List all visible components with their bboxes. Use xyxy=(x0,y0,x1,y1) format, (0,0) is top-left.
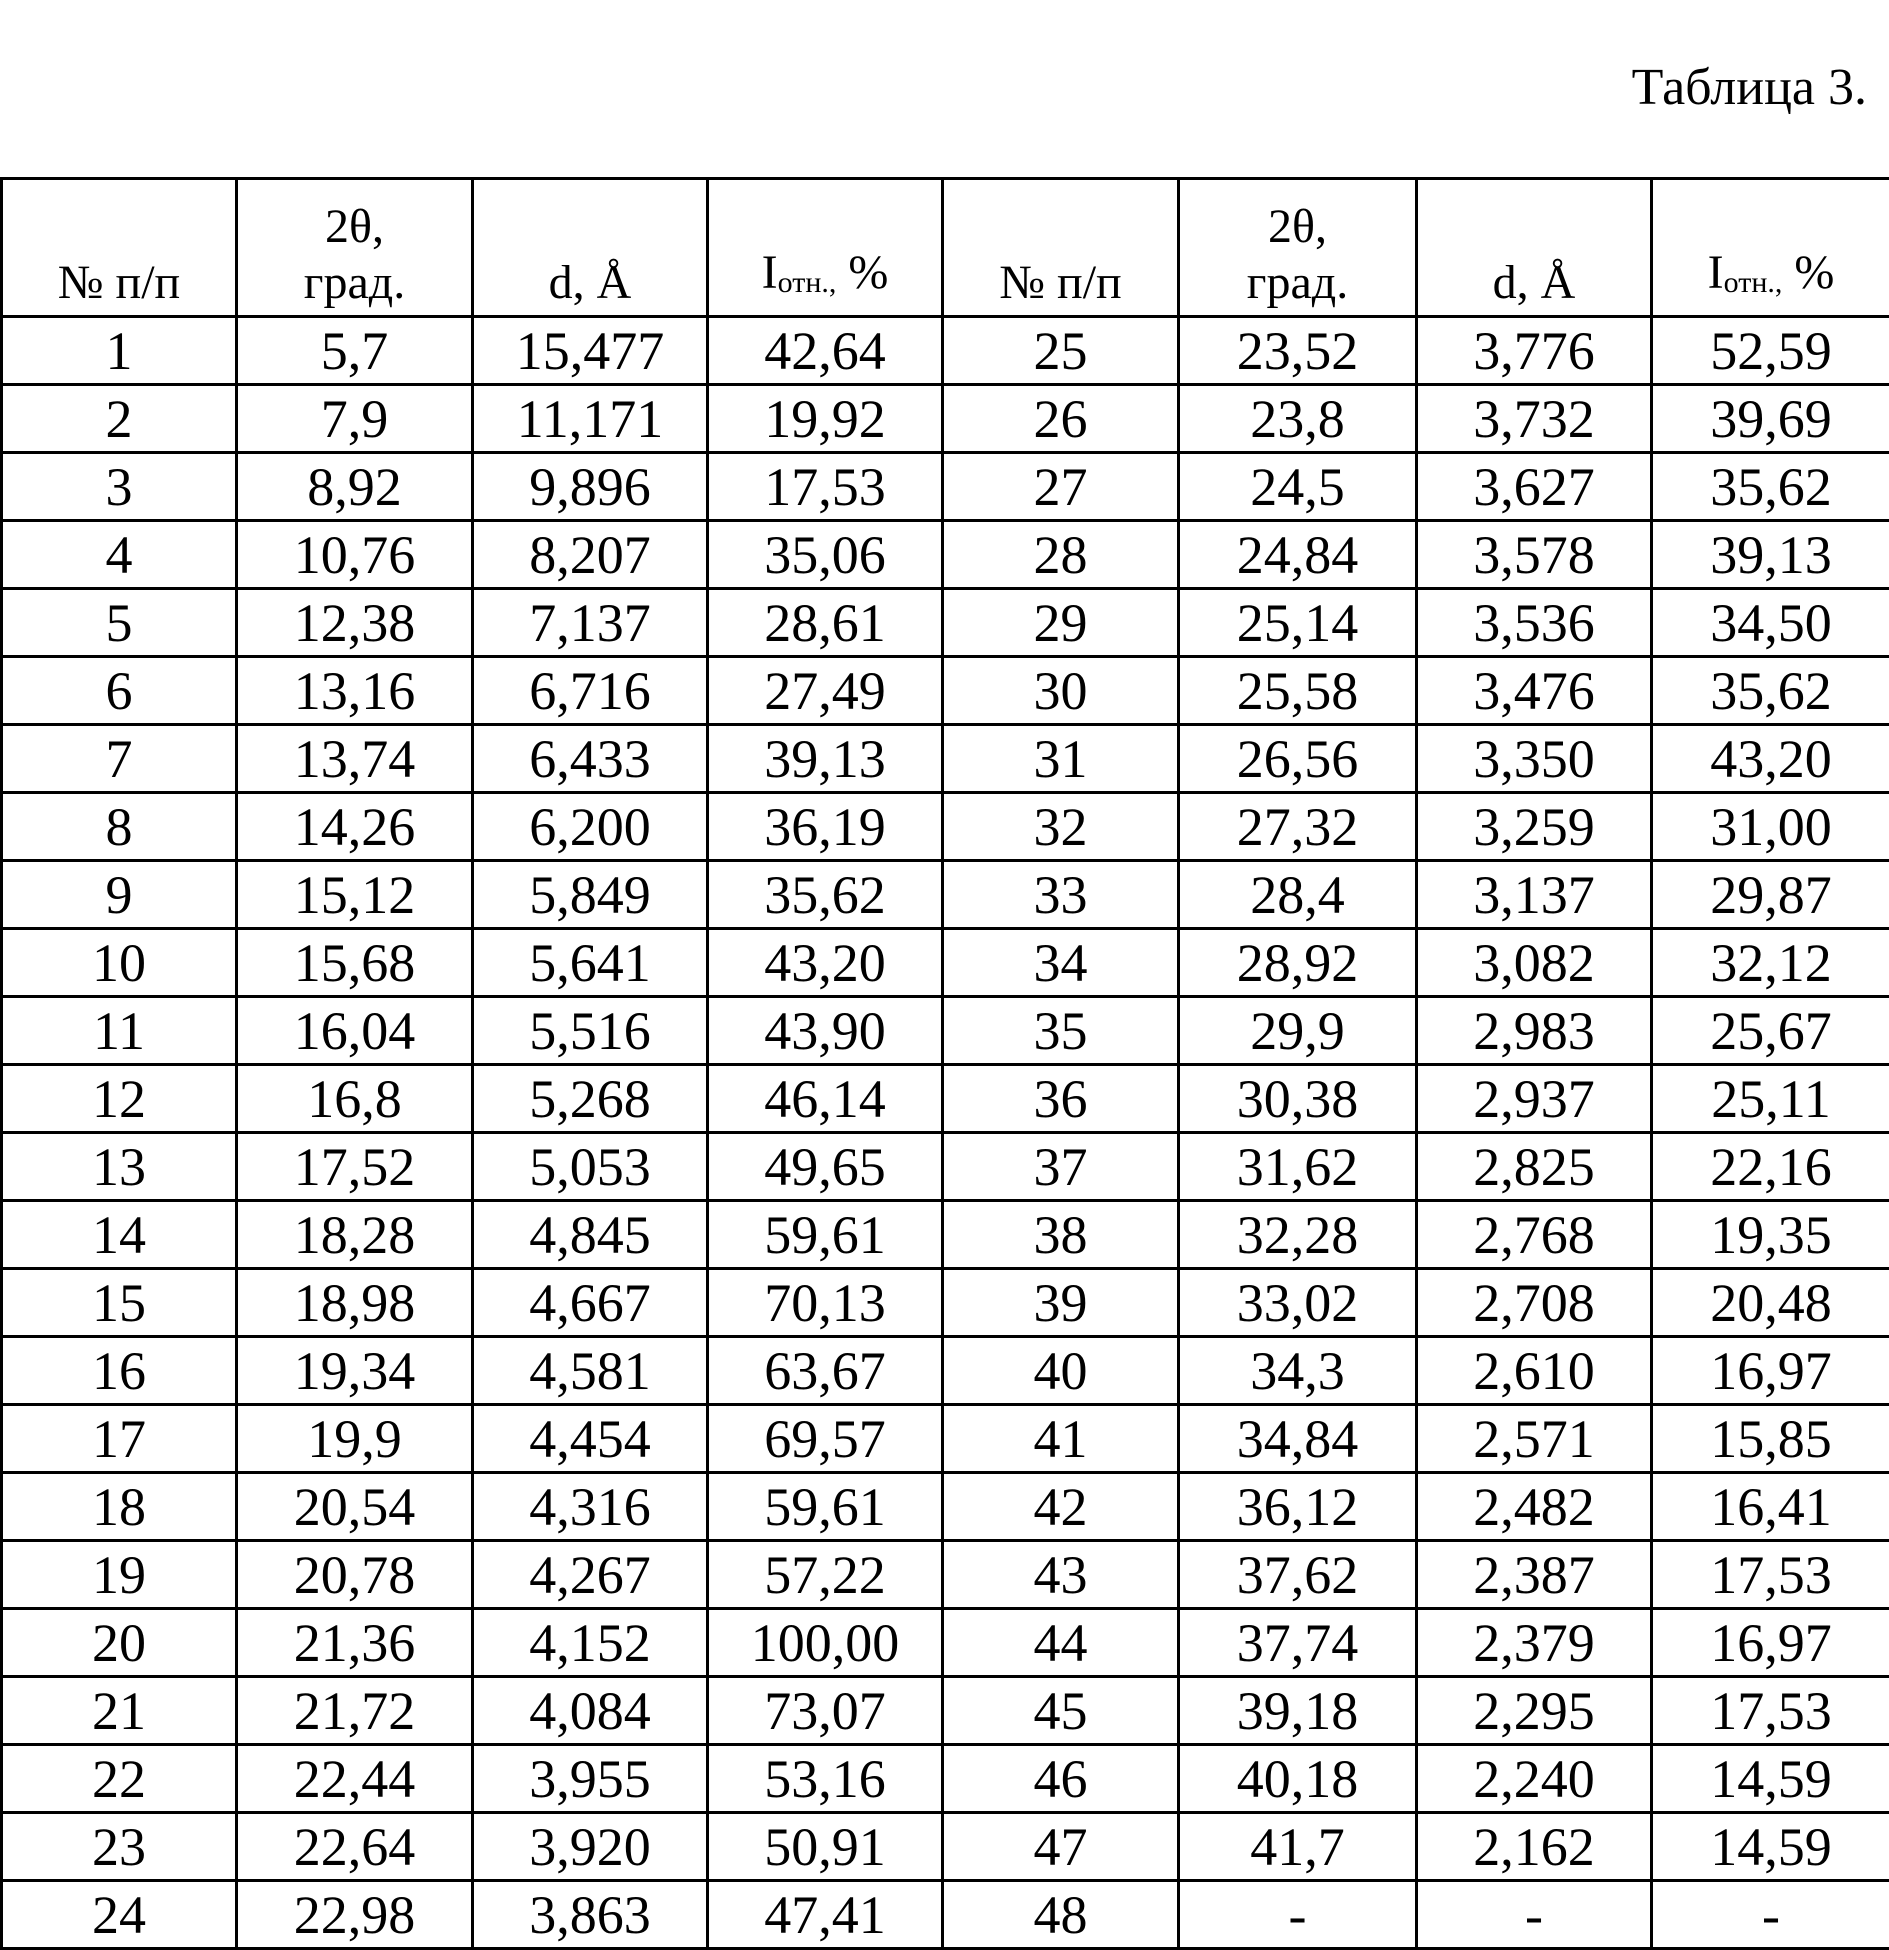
cell-d-2: 2,825 xyxy=(1417,1133,1652,1201)
cell-intensity-2: 39,69 xyxy=(1652,385,1889,453)
cell-num-2: 38 xyxy=(943,1201,1179,1269)
cell-num-2: 43 xyxy=(943,1541,1179,1609)
cell-num: 24 xyxy=(2,1881,237,1949)
cell-intensity-2: 39,13 xyxy=(1652,521,1889,589)
cell-two-theta: 19,9 xyxy=(237,1405,473,1473)
cell-intensity: 49,65 xyxy=(708,1133,943,1201)
cell-two-theta: 15,68 xyxy=(237,929,473,997)
cell-d-2: 3,627 xyxy=(1417,453,1652,521)
cell-num: 17 xyxy=(2,1405,237,1473)
cell-intensity-2: 25,67 xyxy=(1652,997,1889,1065)
cell-two-theta-2: 39,18 xyxy=(1179,1677,1417,1745)
header-num: № п/п xyxy=(2,179,237,317)
cell-d: 5,849 xyxy=(473,861,708,929)
cell-num-2: 40 xyxy=(943,1337,1179,1405)
cell-num: 13 xyxy=(2,1133,237,1201)
cell-two-theta-2: 40,18 xyxy=(1179,1745,1417,1813)
cell-num: 14 xyxy=(2,1201,237,1269)
header-intensity-2 xyxy=(1652,179,1889,317)
table-row xyxy=(2,1813,1889,1881)
cell-d: 6,433 xyxy=(473,725,708,793)
cell-intensity: 43,20 xyxy=(708,929,943,997)
cell-num-2: 35 xyxy=(943,997,1179,1065)
cell-num: 19 xyxy=(2,1541,237,1609)
cell-d: 6,716 xyxy=(473,657,708,725)
cell-d: 4,667 xyxy=(473,1269,708,1337)
table-row xyxy=(2,1473,1889,1541)
cell-num-2: 42 xyxy=(943,1473,1179,1541)
cell-two-theta-2: 29,9 xyxy=(1179,997,1417,1065)
cell-intensity: 27,49 xyxy=(708,657,943,725)
cell-d: 9,896 xyxy=(473,453,708,521)
cell-two-theta-2: 30,38 xyxy=(1179,1065,1417,1133)
cell-intensity-2: 15,85 xyxy=(1652,1405,1889,1473)
cell-d: 5,516 xyxy=(473,997,708,1065)
table-row xyxy=(2,997,1889,1065)
cell-d-2: 3,536 xyxy=(1417,589,1652,657)
cell-d-2: 2,240 xyxy=(1417,1745,1652,1813)
cell-intensity-2: - xyxy=(1652,1881,1889,1949)
cell-d: 11,171 xyxy=(473,385,708,453)
cell-intensity: 73,07 xyxy=(708,1677,943,1745)
diffraction-table xyxy=(0,177,1889,1950)
cell-two-theta: 7,9 xyxy=(237,385,473,453)
table-row xyxy=(2,1201,1889,1269)
cell-num: 16 xyxy=(2,1337,237,1405)
cell-two-theta-2: 24,5 xyxy=(1179,453,1417,521)
cell-d: 8,207 xyxy=(473,521,708,589)
table-row xyxy=(2,521,1889,589)
cell-d: 4,316 xyxy=(473,1473,708,1541)
cell-d: 4,267 xyxy=(473,1541,708,1609)
cell-intensity: 53,16 xyxy=(708,1745,943,1813)
table-row xyxy=(2,1881,1889,1949)
table-row xyxy=(2,1405,1889,1473)
cell-num: 15 xyxy=(2,1269,237,1337)
cell-two-theta-2: 28,4 xyxy=(1179,861,1417,929)
cell-two-theta: 8,92 xyxy=(237,453,473,521)
cell-two-theta-2: 25,14 xyxy=(1179,589,1417,657)
cell-intensity: 42,64 xyxy=(708,317,943,385)
table-row xyxy=(2,1337,1889,1405)
cell-d: 4,845 xyxy=(473,1201,708,1269)
cell-num: 9 xyxy=(2,861,237,929)
cell-d-2: 2,482 xyxy=(1417,1473,1652,1541)
cell-num-2: 25 xyxy=(943,317,1179,385)
cell-two-theta: 21,72 xyxy=(237,1677,473,1745)
table-row xyxy=(2,725,1889,793)
cell-intensity-2: 43,20 xyxy=(1652,725,1889,793)
cell-intensity-2: 14,59 xyxy=(1652,1745,1889,1813)
cell-intensity: 35,06 xyxy=(708,521,943,589)
header-intensity-unit: % xyxy=(1782,246,1834,299)
cell-two-theta: 18,28 xyxy=(237,1201,473,1269)
cell-two-theta-2: 23,8 xyxy=(1179,385,1417,453)
cell-num-2: 29 xyxy=(943,589,1179,657)
cell-intensity: 43,90 xyxy=(708,997,943,1065)
cell-intensity-2: 35,62 xyxy=(1652,453,1889,521)
cell-two-theta: 12,38 xyxy=(237,589,473,657)
cell-intensity-2: 16,97 xyxy=(1652,1609,1889,1677)
cell-num: 2 xyxy=(2,385,237,453)
cell-intensity: 36,19 xyxy=(708,793,943,861)
cell-intensity: 19,92 xyxy=(708,385,943,453)
cell-num: 1 xyxy=(2,317,237,385)
table-row xyxy=(2,929,1889,997)
cell-intensity-2: 31,00 xyxy=(1652,793,1889,861)
cell-d-2: 2,379 xyxy=(1417,1609,1652,1677)
cell-d: 4,084 xyxy=(473,1677,708,1745)
table-row xyxy=(2,1065,1889,1133)
cell-num-2: 37 xyxy=(943,1133,1179,1201)
cell-two-theta-2: 27,32 xyxy=(1179,793,1417,861)
cell-d-2: 2,768 xyxy=(1417,1201,1652,1269)
table-row xyxy=(2,1541,1889,1609)
cell-num-2: 41 xyxy=(943,1405,1179,1473)
cell-two-theta-2: 28,92 xyxy=(1179,929,1417,997)
table-row xyxy=(2,1745,1889,1813)
cell-intensity: 47,41 xyxy=(708,1881,943,1949)
table-row xyxy=(2,1677,1889,1745)
cell-num-2: 45 xyxy=(943,1677,1179,1745)
cell-intensity-2: 29,87 xyxy=(1652,861,1889,929)
cell-two-theta-2: 37,62 xyxy=(1179,1541,1417,1609)
cell-two-theta-2: 34,84 xyxy=(1179,1405,1417,1473)
cell-d-2: 2,708 xyxy=(1417,1269,1652,1337)
header-intensity-sub: отн., xyxy=(778,266,837,299)
cell-d-2: 3,350 xyxy=(1417,725,1652,793)
cell-d: 4,581 xyxy=(473,1337,708,1405)
cell-intensity: 69,57 xyxy=(708,1405,943,1473)
cell-two-theta: 22,44 xyxy=(237,1745,473,1813)
cell-two-theta: 19,34 xyxy=(237,1337,473,1405)
cell-intensity-2: 16,97 xyxy=(1652,1337,1889,1405)
cell-intensity: 28,61 xyxy=(708,589,943,657)
cell-num-2: 44 xyxy=(943,1609,1179,1677)
cell-two-theta-2: 41,7 xyxy=(1179,1813,1417,1881)
cell-intensity-2: 19,35 xyxy=(1652,1201,1889,1269)
cell-d: 15,477 xyxy=(473,317,708,385)
cell-two-theta: 10,76 xyxy=(237,521,473,589)
cell-intensity: 70,13 xyxy=(708,1269,943,1337)
cell-num: 23 xyxy=(2,1813,237,1881)
cell-d-2: 2,571 xyxy=(1417,1405,1652,1473)
cell-d-2: 3,082 xyxy=(1417,929,1652,997)
cell-num-2: 28 xyxy=(943,521,1179,589)
cell-intensity: 35,62 xyxy=(708,861,943,929)
cell-intensity: 100,00 xyxy=(708,1609,943,1677)
cell-d: 7,137 xyxy=(473,589,708,657)
cell-d-2: 3,137 xyxy=(1417,861,1652,929)
header-num-2: № п/п xyxy=(943,179,1179,317)
header-intensity-main: I xyxy=(1708,246,1724,299)
cell-d: 6,200 xyxy=(473,793,708,861)
header-two-theta-2 xyxy=(1179,179,1417,317)
cell-two-theta: 5,7 xyxy=(237,317,473,385)
cell-intensity-2: 32,12 xyxy=(1652,929,1889,997)
cell-num: 21 xyxy=(2,1677,237,1745)
cell-num: 5 xyxy=(2,589,237,657)
cell-d-2: 3,476 xyxy=(1417,657,1652,725)
cell-intensity-2: 16,41 xyxy=(1652,1473,1889,1541)
header-two-theta-line2: град. xyxy=(1247,256,1348,309)
cell-d: 5,268 xyxy=(473,1065,708,1133)
table-title: Таблица 3. xyxy=(1632,58,1867,117)
cell-two-theta-2: 36,12 xyxy=(1179,1473,1417,1541)
cell-two-theta: 14,26 xyxy=(237,793,473,861)
cell-intensity: 50,91 xyxy=(708,1813,943,1881)
cell-two-theta: 15,12 xyxy=(237,861,473,929)
table-row xyxy=(2,1133,1889,1201)
table-row xyxy=(2,657,1889,725)
cell-two-theta-2: 23,52 xyxy=(1179,317,1417,385)
cell-num: 12 xyxy=(2,1065,237,1133)
cell-intensity: 59,61 xyxy=(708,1473,943,1541)
cell-num-2: 31 xyxy=(943,725,1179,793)
table-row xyxy=(2,793,1889,861)
cell-two-theta-2: 25,58 xyxy=(1179,657,1417,725)
cell-num-2: 26 xyxy=(943,385,1179,453)
cell-num-2: 39 xyxy=(943,1269,1179,1337)
cell-two-theta-2: 37,74 xyxy=(1179,1609,1417,1677)
cell-intensity: 63,67 xyxy=(708,1337,943,1405)
cell-two-theta: 18,98 xyxy=(237,1269,473,1337)
cell-num-2: 30 xyxy=(943,657,1179,725)
header-d: d, Å xyxy=(473,179,708,317)
cell-d: 5,053 xyxy=(473,1133,708,1201)
cell-num: 8 xyxy=(2,793,237,861)
cell-num-2: 32 xyxy=(943,793,1179,861)
cell-num: 4 xyxy=(2,521,237,589)
cell-num-2: 27 xyxy=(943,453,1179,521)
cell-intensity: 17,53 xyxy=(708,453,943,521)
cell-two-theta: 21,36 xyxy=(237,1609,473,1677)
cell-two-theta: 20,78 xyxy=(237,1541,473,1609)
table-row xyxy=(2,589,1889,657)
cell-intensity-2: 17,53 xyxy=(1652,1541,1889,1609)
cell-two-theta: 22,64 xyxy=(237,1813,473,1881)
table-row xyxy=(2,1609,1889,1677)
cell-two-theta: 13,74 xyxy=(237,725,473,793)
cell-two-theta: 16,8 xyxy=(237,1065,473,1133)
header-two-theta-line1: 2θ, xyxy=(325,200,384,253)
header-two-theta-line1: 2θ, xyxy=(1268,200,1327,253)
header-row xyxy=(2,179,1889,317)
cell-two-theta-2: 26,56 xyxy=(1179,725,1417,793)
cell-num-2: 36 xyxy=(943,1065,1179,1133)
cell-num-2: 46 xyxy=(943,1745,1179,1813)
header-intensity-sub: отн., xyxy=(1724,266,1783,299)
cell-num-2: 33 xyxy=(943,861,1179,929)
cell-num: 3 xyxy=(2,453,237,521)
header-two-theta xyxy=(237,179,473,317)
header-two-theta-line2: град. xyxy=(304,256,405,309)
table-row xyxy=(2,861,1889,929)
cell-intensity-2: 17,53 xyxy=(1652,1677,1889,1745)
header-d-2: d, Å xyxy=(1417,179,1652,317)
cell-d-2: 2,983 xyxy=(1417,997,1652,1065)
cell-num: 20 xyxy=(2,1609,237,1677)
cell-two-theta-2: 32,28 xyxy=(1179,1201,1417,1269)
cell-intensity-2: 34,50 xyxy=(1652,589,1889,657)
cell-intensity: 46,14 xyxy=(708,1065,943,1133)
cell-d-2: 3,776 xyxy=(1417,317,1652,385)
cell-d-2: 2,387 xyxy=(1417,1541,1652,1609)
cell-d: 3,955 xyxy=(473,1745,708,1813)
cell-intensity-2: 20,48 xyxy=(1652,1269,1889,1337)
cell-d-2: 3,259 xyxy=(1417,793,1652,861)
cell-d: 3,920 xyxy=(473,1813,708,1881)
cell-d: 4,152 xyxy=(473,1609,708,1677)
cell-intensity: 39,13 xyxy=(708,725,943,793)
cell-two-theta: 20,54 xyxy=(237,1473,473,1541)
cell-intensity-2: 22,16 xyxy=(1652,1133,1889,1201)
cell-d: 5,641 xyxy=(473,929,708,997)
header-intensity xyxy=(708,179,943,317)
table-row xyxy=(2,317,1889,385)
cell-two-theta: 22,98 xyxy=(237,1881,473,1949)
cell-intensity-2: 52,59 xyxy=(1652,317,1889,385)
cell-two-theta-2: 24,84 xyxy=(1179,521,1417,589)
cell-num: 10 xyxy=(2,929,237,997)
cell-two-theta: 16,04 xyxy=(237,997,473,1065)
cell-two-theta-2: - xyxy=(1179,1881,1417,1949)
cell-num: 18 xyxy=(2,1473,237,1541)
cell-d-2: 2,610 xyxy=(1417,1337,1652,1405)
table-row xyxy=(2,453,1889,521)
cell-intensity-2: 14,59 xyxy=(1652,1813,1889,1881)
cell-num: 22 xyxy=(2,1745,237,1813)
cell-d-2: 3,578 xyxy=(1417,521,1652,589)
cell-num-2: 34 xyxy=(943,929,1179,997)
cell-d-2: 2,162 xyxy=(1417,1813,1652,1881)
cell-two-theta: 17,52 xyxy=(237,1133,473,1201)
cell-num-2: 48 xyxy=(943,1881,1179,1949)
table-row xyxy=(2,385,1889,453)
cell-d: 4,454 xyxy=(473,1405,708,1473)
cell-d: 3,863 xyxy=(473,1881,708,1949)
cell-num: 7 xyxy=(2,725,237,793)
cell-d-2: 2,937 xyxy=(1417,1065,1652,1133)
header-intensity-main: I xyxy=(762,246,778,299)
cell-intensity-2: 35,62 xyxy=(1652,657,1889,725)
cell-two-theta-2: 31,62 xyxy=(1179,1133,1417,1201)
cell-two-theta: 13,16 xyxy=(237,657,473,725)
cell-num-2: 47 xyxy=(943,1813,1179,1881)
cell-d-2: 3,732 xyxy=(1417,385,1652,453)
cell-d-2: 2,295 xyxy=(1417,1677,1652,1745)
cell-intensity: 57,22 xyxy=(708,1541,943,1609)
cell-intensity-2: 25,11 xyxy=(1652,1065,1889,1133)
cell-two-theta-2: 34,3 xyxy=(1179,1337,1417,1405)
header-intensity-unit: % xyxy=(836,246,888,299)
table-row xyxy=(2,1269,1889,1337)
cell-intensity: 59,61 xyxy=(708,1201,943,1269)
cell-d-2: - xyxy=(1417,1881,1652,1949)
cell-num: 11 xyxy=(2,997,237,1065)
cell-num: 6 xyxy=(2,657,237,725)
cell-two-theta-2: 33,02 xyxy=(1179,1269,1417,1337)
